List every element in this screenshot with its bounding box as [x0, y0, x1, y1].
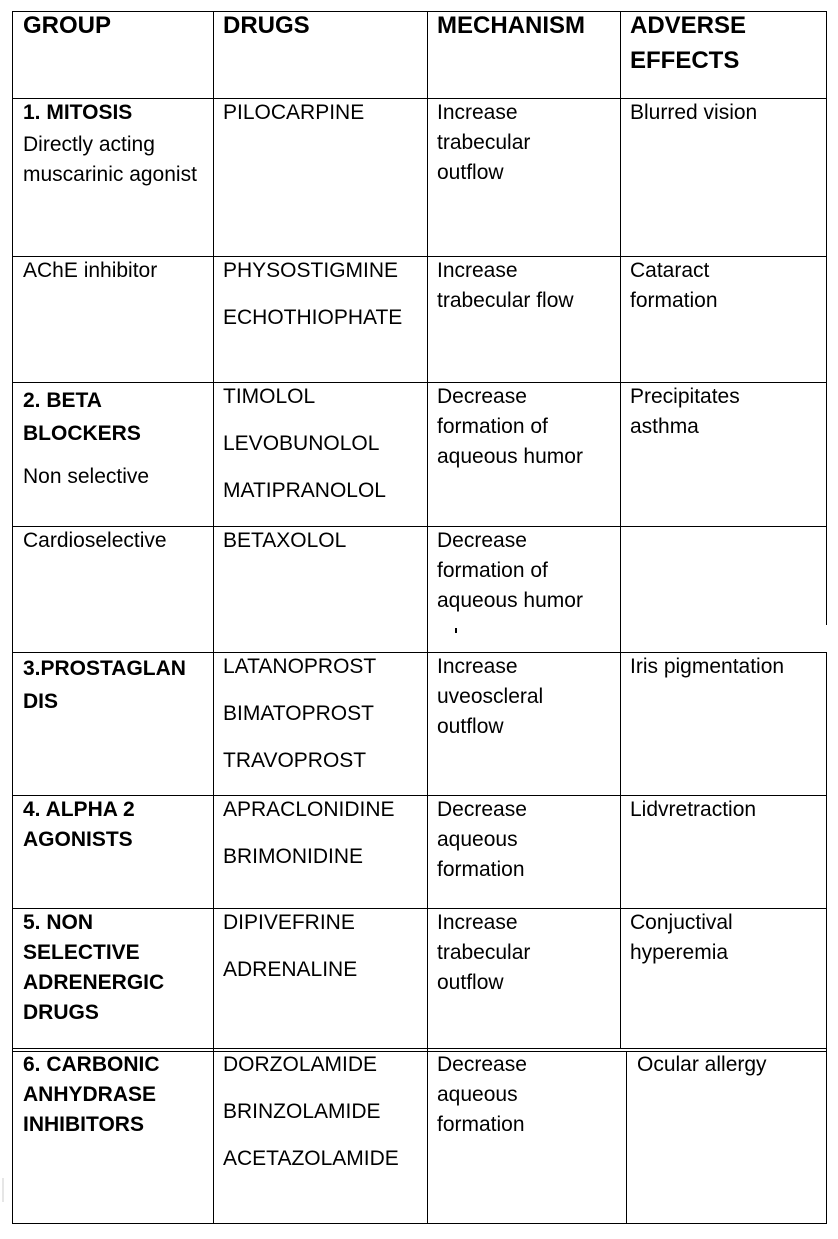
drugs-cell — [223, 1050, 413, 1174]
table-rule — [12, 1048, 827, 1049]
drug-name: PHYSOSTIGMINE — [223, 259, 399, 282]
drug-name: DORZOLAMIDE — [223, 1053, 378, 1076]
scan-artifact — [2, 1178, 4, 1202]
group-title: Cardioselective — [23, 529, 167, 552]
drug-name: ADRENALINE — [223, 958, 358, 981]
adverse-cell: Precipitates asthma — [630, 385, 740, 438]
mechanism-cell: Decrease aqueous formation — [437, 1053, 527, 1136]
mechanism-cell: Decrease formation of aqueous humor — [437, 385, 583, 468]
group-title: AChE inhibitor — [23, 259, 158, 282]
table-rule — [826, 652, 827, 1224]
mechanism-cell: Decrease aqueous formation — [437, 798, 527, 881]
group-title: 5. NON SELECTIVE ADRENERGIC DRUGS — [23, 911, 165, 1024]
drugs-cell — [223, 526, 423, 556]
header-group: GROUP — [23, 12, 112, 39]
table-rule — [12, 11, 13, 1224]
table-rule — [427, 11, 428, 1224]
group-cell — [23, 908, 193, 1028]
adverse-cell: Cataract formation — [630, 259, 718, 312]
drug-name: TIMOLOL — [223, 385, 316, 408]
drug-name: ACETAZOLAMIDE — [223, 1147, 399, 1170]
drugs-cell — [223, 98, 423, 128]
drug-name: PILOCARPINE — [223, 101, 365, 124]
mechanism-cell: Increase uveoscleral outflow — [437, 655, 544, 738]
group-title: 4. ALPHA 2 AGONISTS — [23, 798, 135, 851]
header-drugs: DRUGS — [223, 12, 310, 39]
drugs-cell — [223, 256, 418, 333]
group-title: 3.PROSTAGLANDIS — [23, 657, 186, 713]
stray-mark — [455, 628, 457, 633]
header-adverse-effects: ADVERSE EFFECTS — [630, 12, 747, 74]
mechanism-cell: Decrease formation of aqueous humor — [437, 529, 583, 612]
table-rule — [626, 1051, 627, 1224]
group-cell — [23, 256, 203, 286]
drugs-cell — [223, 908, 423, 985]
drug-name: BETAXOLOL — [223, 529, 347, 552]
group-title: 2. BETA BLOCKERS — [23, 389, 141, 445]
mechanism-cell: Increase trabecular outflow — [437, 101, 531, 184]
group-cell — [23, 652, 198, 718]
drugs-cell — [223, 795, 423, 872]
adverse-cell: Iris pigmentation — [630, 655, 785, 678]
drug-name: DIPIVEFRINE — [223, 911, 355, 934]
table-rule — [12, 1223, 827, 1224]
drugs-cell — [223, 382, 423, 506]
drug-name: MATIPRANOLOL — [223, 479, 386, 502]
table-rule — [620, 11, 621, 1048]
adverse-cell: Blurred vision — [630, 101, 758, 124]
group-subtitle: Directly acting muscarinic agonist — [23, 133, 197, 186]
table-rule — [213, 11, 214, 1224]
adverse-cell: Ocular allergy — [637, 1053, 767, 1076]
group-title: 6. CARBONIC ANHYDRASE INHIBITORS — [23, 1053, 160, 1136]
adverse-cell: Conjuctival hyperemia — [630, 911, 733, 964]
group-cell — [23, 526, 208, 556]
drug-name: BRINZOLAMIDE — [223, 1100, 381, 1123]
adverse-cell: Lidvretraction — [630, 798, 757, 821]
drug-name: TRAVOPROST — [223, 749, 367, 772]
drug-name: BRIMONIDINE — [223, 845, 364, 868]
header-mechanism: MECHANISM — [437, 12, 585, 39]
drug-name: BIMATOPROST — [223, 702, 374, 725]
mechanism-cell: Increase trabecular outflow — [437, 911, 531, 994]
group-cell — [23, 384, 173, 492]
drug-name: LEVOBUNOLOL — [223, 432, 380, 455]
drugs-cell — [223, 652, 423, 776]
drug-name: ECHOTHIOPHATE — [223, 306, 403, 329]
group-title: 1. MITOSIS — [23, 101, 133, 124]
mechanism-cell: Increase trabecular flow — [437, 259, 574, 312]
group-cell — [23, 98, 203, 190]
table-rule — [826, 11, 827, 625]
group-subtitle: Non selective — [23, 465, 150, 488]
drug-name: APRACLONIDINE — [223, 798, 395, 821]
drug-name: LATANOPROST — [223, 655, 377, 678]
group-cell — [23, 1050, 193, 1140]
group-cell — [23, 795, 173, 855]
